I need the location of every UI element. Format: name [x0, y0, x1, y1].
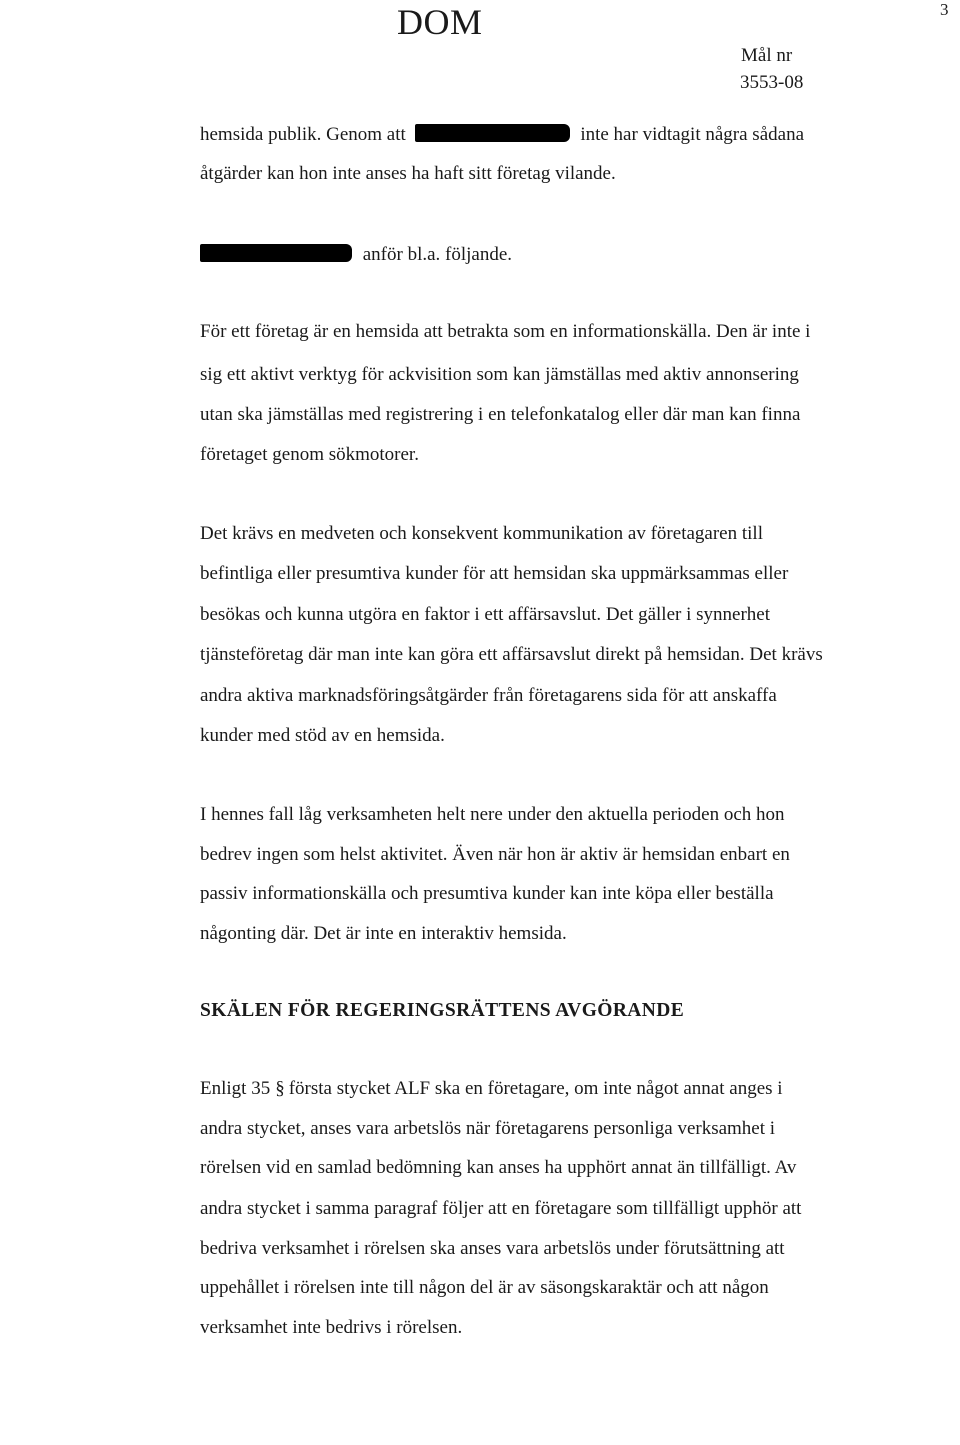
page-number: 3	[940, 0, 949, 19]
redaction-block	[200, 244, 352, 262]
section-sign: §	[275, 1078, 285, 1099]
paragraph-1-line: utan ska jämställas med registrering i en telefonkatalog eller där man kan finna	[200, 404, 801, 425]
document-title: DOM	[397, 2, 483, 42]
case-number: 3553-08	[740, 72, 804, 93]
case-number-label: Mål nr	[741, 45, 793, 66]
paragraph-2-line: Det krävs en medveten och konsekvent kommunikation av företagaren till	[200, 523, 763, 544]
paragraph-4-line-1-before: Enligt 35	[200, 1078, 271, 1099]
paragraph-4-line: verksamhet inte bedrivs i rörelsen.	[200, 1317, 463, 1338]
paragraph-4-line-1-after: första stycket ALF ska en företagare, om inte något annat anges i	[288, 1078, 783, 1099]
intro-line-2: åtgärder kan hon inte anses ha haft sitt företag vilande.	[200, 163, 616, 184]
paragraph-1-line: För ett företag är en hemsida att betrakta som en informationskälla. Den är inte i	[200, 321, 811, 342]
paragraph-2-line: tjänsteföretag där man inte kan göra ett affärsavslut direkt på hemsidan. Det krävs	[200, 644, 823, 665]
paragraph-4-line: andra stycket, anses vara arbetslös när företagarens personliga verksamhet i	[200, 1118, 776, 1139]
paragraph-3-line: passiv informationskälla och presumtiva kunder kan inte köpa eller beställa	[200, 883, 774, 904]
paragraph-2-line: besökas och kunna utgöra en faktor i ett affärsavslut. Det gäller i synnerhet	[200, 604, 770, 625]
intro-line-3	[200, 243, 512, 267]
intro-line-1	[200, 123, 804, 147]
intro-line-1-before: hemsida publik. Genom att	[200, 124, 406, 145]
paragraph-3-line: bedrev ingen som helst aktivitet. Även när hon är aktiv är hemsidan enbart en	[200, 844, 790, 865]
paragraph-2-line: andra aktiva marknadsföringsåtgärder från företagarens sida för att anskaffa	[200, 685, 777, 706]
intro-line-1-after: inte har vidtagit några sådana	[580, 124, 804, 145]
paragraph-4-line	[200, 1077, 783, 1101]
intro-line-3-after: anför bl.a. följande.	[362, 244, 513, 265]
paragraph-4-line: uppehållet i rörelsen inte till någon del är av säsongskaraktär och att någon	[200, 1277, 769, 1298]
paragraph-2-line: befintliga eller presumtiva kunder för att hemsidan ska uppmärksammas eller	[200, 563, 789, 584]
paragraph-1-line: sig ett aktivt verktyg för ackvisition som kan jämställas med aktiv annonsering	[200, 364, 799, 385]
paragraph-1-line: företaget genom sökmotorer.	[200, 444, 419, 465]
paragraph-4-line: rörelsen vid en samlad bedömning kan anses ha upphört annat än tillfälligt. Av	[200, 1157, 797, 1178]
paragraph-4-line: bedriva verksamhet i rörelsen ska anses vara arbetslös under förutsättning att	[200, 1238, 785, 1259]
redaction-block	[415, 124, 570, 142]
paragraph-3-line: I hennes fall låg verksamheten helt nere under den aktuella perioden och hon	[200, 804, 785, 825]
paragraph-2-line: kunder med stöd av en hemsida.	[200, 725, 445, 746]
paragraph-4-line: andra stycket i samma paragraf följer att en företagare som tillfälligt upphör att	[200, 1198, 802, 1219]
paragraph-3-line: någonting där. Det är inte en interaktiv hemsida.	[200, 923, 567, 944]
section-heading: SKÄLEN FÖR REGERINGSRÄTTENS AVGÖRANDE	[200, 1000, 685, 1021]
